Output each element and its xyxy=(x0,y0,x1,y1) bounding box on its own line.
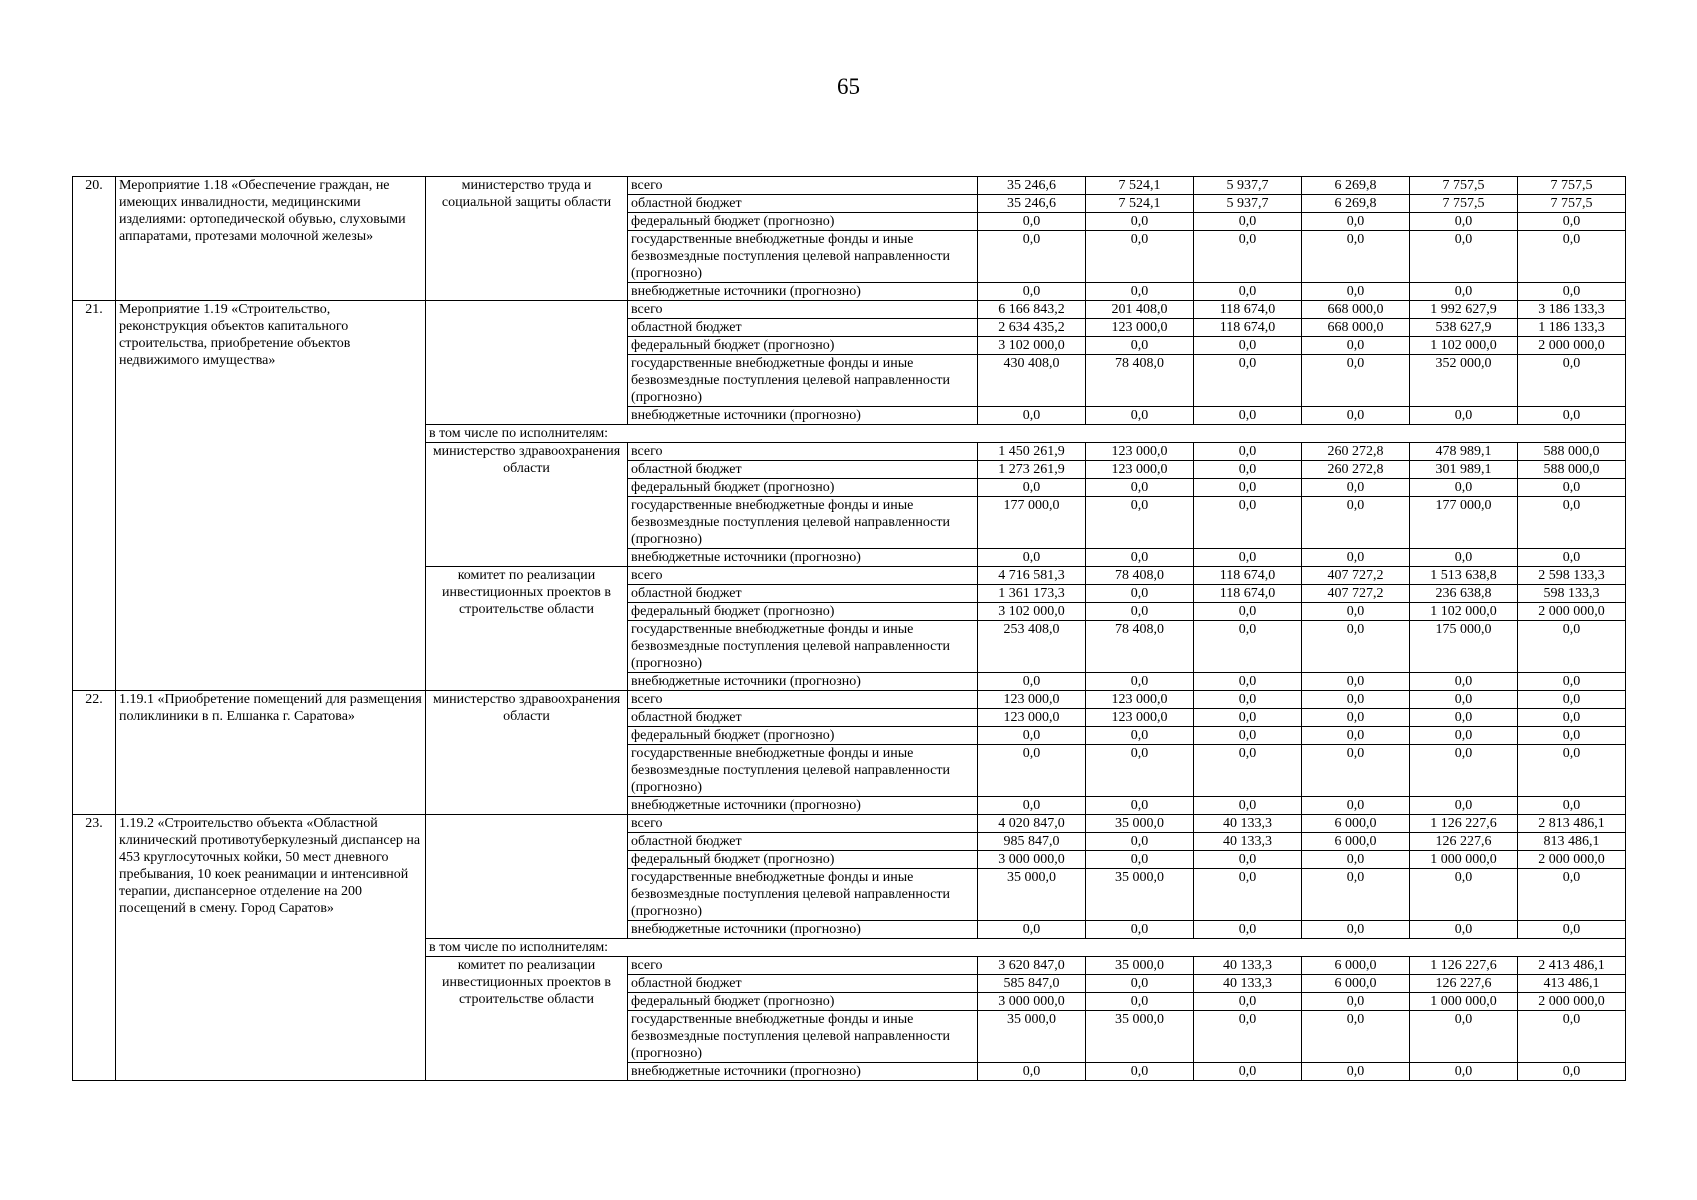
value-cell: 0,0 xyxy=(1194,1063,1302,1081)
value-cell: 0,0 xyxy=(1410,213,1518,231)
value-cell: 0,0 xyxy=(1086,407,1194,425)
value-cell: 6 000,0 xyxy=(1302,957,1410,975)
value-cell: 0,0 xyxy=(1086,993,1194,1011)
value-cell: 0,0 xyxy=(1518,673,1626,691)
value-cell: 1 273 261,9 xyxy=(978,461,1086,479)
value-cell: 260 272,8 xyxy=(1302,461,1410,479)
value-cell: 0,0 xyxy=(1518,231,1626,283)
value-cell: 1 361 173,3 xyxy=(978,585,1086,603)
funding-source: областной бюджет xyxy=(628,833,978,851)
row-number: 22. xyxy=(73,691,116,815)
funding-source: внебюджетные источники (прогнозно) xyxy=(628,407,978,425)
funding-source: внебюджетные источники (прогнозно) xyxy=(628,673,978,691)
value-cell: 40 133,3 xyxy=(1194,957,1302,975)
value-cell: 0,0 xyxy=(978,673,1086,691)
value-cell: 0,0 xyxy=(1086,585,1194,603)
value-cell: 123 000,0 xyxy=(1086,709,1194,727)
value-cell: 177 000,0 xyxy=(1410,497,1518,549)
value-cell: 0,0 xyxy=(1302,549,1410,567)
value-cell: 0,0 xyxy=(1194,745,1302,797)
funding-source: федеральный бюджет (прогнозно) xyxy=(628,337,978,355)
value-cell: 35 000,0 xyxy=(978,869,1086,921)
funding-source: областной бюджет xyxy=(628,195,978,213)
value-cell: 35 246,6 xyxy=(978,177,1086,195)
value-cell: 4 716 581,3 xyxy=(978,567,1086,585)
value-cell: 0,0 xyxy=(1410,797,1518,815)
value-cell: 0,0 xyxy=(978,745,1086,797)
value-cell: 0,0 xyxy=(1518,691,1626,709)
value-cell: 6 000,0 xyxy=(1302,975,1410,993)
value-cell: 598 133,3 xyxy=(1518,585,1626,603)
value-cell: 1 102 000,0 xyxy=(1410,603,1518,621)
value-cell: 0,0 xyxy=(1518,745,1626,797)
value-cell: 236 638,8 xyxy=(1410,585,1518,603)
value-cell: 118 674,0 xyxy=(1194,567,1302,585)
value-cell: 118 674,0 xyxy=(1194,301,1302,319)
value-cell: 430 408,0 xyxy=(978,355,1086,407)
value-cell: 0,0 xyxy=(1086,213,1194,231)
funding-source: всего xyxy=(628,957,978,975)
value-cell: 0,0 xyxy=(1302,213,1410,231)
value-cell: 0,0 xyxy=(1302,497,1410,549)
table-row xyxy=(73,301,1626,319)
value-cell: 0,0 xyxy=(978,1063,1086,1081)
funding-source: федеральный бюджет (прогнозно) xyxy=(628,727,978,745)
value-cell: 0,0 xyxy=(1518,355,1626,407)
value-cell: 668 000,0 xyxy=(1302,319,1410,337)
value-cell: 0,0 xyxy=(1410,283,1518,301)
value-cell: 0,0 xyxy=(1410,745,1518,797)
value-cell: 0,0 xyxy=(1086,673,1194,691)
executor-name: министерство труда и социальной защиты области xyxy=(426,177,628,301)
value-cell: 0,0 xyxy=(1302,283,1410,301)
value-cell: 118 674,0 xyxy=(1194,319,1302,337)
value-cell: 201 408,0 xyxy=(1086,301,1194,319)
value-cell: 0,0 xyxy=(1086,975,1194,993)
value-cell: 0,0 xyxy=(1410,673,1518,691)
value-cell: 0,0 xyxy=(1302,621,1410,673)
funding-source: государственные внебюджетные фонды и иные безвозмездные поступления целевой направленности (прогнозно) xyxy=(628,621,978,673)
value-cell: 0,0 xyxy=(1194,691,1302,709)
value-cell: 0,0 xyxy=(1302,851,1410,869)
value-cell: 0,0 xyxy=(1194,1011,1302,1063)
event-name: 1.19.1 «Приобретение помещений для размещения поликлиники в п. Елшанка г. Саратова» xyxy=(116,691,426,815)
value-cell: 0,0 xyxy=(1194,993,1302,1011)
value-cell: 413 486,1 xyxy=(1518,975,1626,993)
value-cell: 0,0 xyxy=(1086,1063,1194,1081)
funding-source: федеральный бюджет (прогнозно) xyxy=(628,851,978,869)
value-cell: 260 272,8 xyxy=(1302,443,1410,461)
value-cell: 0,0 xyxy=(1194,479,1302,497)
value-cell: 0,0 xyxy=(978,921,1086,939)
value-cell: 1 126 227,6 xyxy=(1410,815,1518,833)
value-cell: 0,0 xyxy=(1302,1063,1410,1081)
value-cell: 1 186 133,3 xyxy=(1518,319,1626,337)
value-cell: 0,0 xyxy=(1518,213,1626,231)
value-cell: 0,0 xyxy=(1302,673,1410,691)
funding-source: внебюджетные источники (прогнозно) xyxy=(628,1063,978,1081)
value-cell: 0,0 xyxy=(1086,479,1194,497)
value-cell: 3 186 133,3 xyxy=(1518,301,1626,319)
value-cell: 0,0 xyxy=(978,283,1086,301)
value-cell: 0,0 xyxy=(1086,797,1194,815)
funding-source: внебюджетные источники (прогнозно) xyxy=(628,921,978,939)
value-cell: 1 000 000,0 xyxy=(1410,993,1518,1011)
value-cell: 40 133,3 xyxy=(1194,833,1302,851)
value-cell: 585 847,0 xyxy=(978,975,1086,993)
executor-name xyxy=(426,301,628,425)
value-cell: 352 000,0 xyxy=(1410,355,1518,407)
value-cell: 0,0 xyxy=(1302,603,1410,621)
value-cell: 7 757,5 xyxy=(1410,177,1518,195)
value-cell: 588 000,0 xyxy=(1518,443,1626,461)
value-cell: 0,0 xyxy=(1194,337,1302,355)
value-cell: 0,0 xyxy=(1518,797,1626,815)
funding-source: государственные внебюджетные фонды и иные безвозмездные поступления целевой направленности (прогнозно) xyxy=(628,497,978,549)
value-cell: 0,0 xyxy=(1194,443,1302,461)
value-cell: 3 000 000,0 xyxy=(978,993,1086,1011)
executor-name: комитет по реализации инвестиционных проектов в строительстве области xyxy=(426,567,628,691)
value-cell: 0,0 xyxy=(1410,549,1518,567)
value-cell: 0,0 xyxy=(1086,231,1194,283)
value-cell: 0,0 xyxy=(1194,497,1302,549)
value-cell: 3 102 000,0 xyxy=(978,337,1086,355)
value-cell: 0,0 xyxy=(1302,407,1410,425)
value-cell: 0,0 xyxy=(1194,549,1302,567)
funding-source: всего xyxy=(628,443,978,461)
value-cell: 0,0 xyxy=(1086,727,1194,745)
value-cell: 0,0 xyxy=(1410,869,1518,921)
page-number: 65 xyxy=(837,74,860,99)
value-cell: 0,0 xyxy=(1194,407,1302,425)
value-cell: 0,0 xyxy=(1410,479,1518,497)
value-cell: 1 513 638,8 xyxy=(1410,567,1518,585)
funding-source: областной бюджет xyxy=(628,461,978,479)
row-number: 23. xyxy=(73,815,116,1081)
row-number: 20. xyxy=(73,177,116,301)
value-cell: 3 102 000,0 xyxy=(978,603,1086,621)
funding-source: федеральный бюджет (прогнозно) xyxy=(628,213,978,231)
value-cell: 35 000,0 xyxy=(1086,869,1194,921)
value-cell: 177 000,0 xyxy=(978,497,1086,549)
value-cell: 123 000,0 xyxy=(1086,319,1194,337)
value-cell: 0,0 xyxy=(1302,691,1410,709)
value-cell: 0,0 xyxy=(1302,921,1410,939)
value-cell: 0,0 xyxy=(1086,745,1194,797)
funding-source: государственные внебюджетные фонды и иные безвозмездные поступления целевой направленности (прогнозно) xyxy=(628,869,978,921)
funding-source: внебюджетные источники (прогнозно) xyxy=(628,549,978,567)
value-cell: 5 937,7 xyxy=(1194,195,1302,213)
value-cell: 0,0 xyxy=(1518,479,1626,497)
value-cell: 6 166 843,2 xyxy=(978,301,1086,319)
value-cell: 35 000,0 xyxy=(978,1011,1086,1063)
value-cell: 0,0 xyxy=(1410,727,1518,745)
funding-source: всего xyxy=(628,815,978,833)
value-cell: 0,0 xyxy=(1194,709,1302,727)
value-cell: 0,0 xyxy=(1194,283,1302,301)
funding-source: государственные внебюджетные фонды и иные безвозмездные поступления целевой направленности (прогнозно) xyxy=(628,1011,978,1063)
value-cell: 0,0 xyxy=(1302,337,1410,355)
funding-source: федеральный бюджет (прогнозно) xyxy=(628,479,978,497)
value-cell: 6 000,0 xyxy=(1302,833,1410,851)
value-cell: 2 598 133,3 xyxy=(1518,567,1626,585)
value-cell: 0,0 xyxy=(1302,479,1410,497)
funding-source: государственные внебюджетные фонды и иные безвозмездные поступления целевой направленности (прогнозно) xyxy=(628,355,978,407)
event-name: Мероприятие 1.18 «Обеспечение граждан, не имеющих инвалидности, медицинскими изделиями: ортопедической обувью, слуховыми аппаратами, протезами молочной железы» xyxy=(116,177,426,301)
value-cell: 0,0 xyxy=(1302,797,1410,815)
value-cell: 538 627,9 xyxy=(1410,319,1518,337)
value-cell: 123 000,0 xyxy=(1086,461,1194,479)
value-cell: 5 937,7 xyxy=(1194,177,1302,195)
row-number: 21. xyxy=(73,301,116,691)
including-label: в том числе по исполнителям: xyxy=(426,939,1626,957)
value-cell: 3 000 000,0 xyxy=(978,851,1086,869)
value-cell: 78 408,0 xyxy=(1086,355,1194,407)
value-cell: 0,0 xyxy=(978,797,1086,815)
event-name: 1.19.2 «Строительство объекта «Областной клинический противотуберкулезный диспансер на 453 круглосуточных койки, 50 мест дневного пребывания, 10 коек реанимации и интенсивной терапии, диспансерное отделение на 200 посещений в смену. Город Саратов» xyxy=(116,815,426,1081)
value-cell: 2 634 435,2 xyxy=(978,319,1086,337)
value-cell: 35 246,6 xyxy=(978,195,1086,213)
value-cell: 3 620 847,0 xyxy=(978,957,1086,975)
funding-source: областной бюджет xyxy=(628,709,978,727)
value-cell: 0,0 xyxy=(1302,745,1410,797)
value-cell: 0,0 xyxy=(1518,1063,1626,1081)
value-cell: 0,0 xyxy=(1086,283,1194,301)
value-cell: 301 989,1 xyxy=(1410,461,1518,479)
value-cell: 0,0 xyxy=(1086,549,1194,567)
value-cell: 40 133,3 xyxy=(1194,975,1302,993)
funding-source: федеральный бюджет (прогнозно) xyxy=(628,993,978,1011)
value-cell: 0,0 xyxy=(1086,851,1194,869)
value-cell: 1 450 261,9 xyxy=(978,443,1086,461)
value-cell: 2 413 486,1 xyxy=(1518,957,1626,975)
value-cell: 123 000,0 xyxy=(1086,691,1194,709)
funding-source: областной бюджет xyxy=(628,975,978,993)
value-cell: 0,0 xyxy=(1194,851,1302,869)
value-cell: 35 000,0 xyxy=(1086,815,1194,833)
value-cell: 0,0 xyxy=(978,231,1086,283)
value-cell: 35 000,0 xyxy=(1086,1011,1194,1063)
value-cell: 813 486,1 xyxy=(1518,833,1626,851)
funding-source: внебюджетные источники (прогнозно) xyxy=(628,283,978,301)
value-cell: 0,0 xyxy=(978,727,1086,745)
table-row xyxy=(73,815,1626,833)
value-cell: 118 674,0 xyxy=(1194,585,1302,603)
value-cell: 0,0 xyxy=(1302,355,1410,407)
value-cell: 78 408,0 xyxy=(1086,567,1194,585)
value-cell: 7 757,5 xyxy=(1518,177,1626,195)
value-cell: 126 227,6 xyxy=(1410,833,1518,851)
value-cell: 0,0 xyxy=(1194,461,1302,479)
value-cell: 6 269,8 xyxy=(1302,177,1410,195)
value-cell: 1 000 000,0 xyxy=(1410,851,1518,869)
funding-source: государственные внебюджетные фонды и иные безвозмездные поступления целевой направленности (прогнозно) xyxy=(628,231,978,283)
value-cell: 0,0 xyxy=(1086,921,1194,939)
value-cell: 0,0 xyxy=(1302,993,1410,1011)
value-cell: 0,0 xyxy=(1518,549,1626,567)
value-cell: 0,0 xyxy=(1194,921,1302,939)
value-cell: 0,0 xyxy=(1518,727,1626,745)
table-row xyxy=(73,691,1626,709)
funding-source: всего xyxy=(628,301,978,319)
value-cell: 123 000,0 xyxy=(978,709,1086,727)
value-cell: 0,0 xyxy=(1410,1011,1518,1063)
value-cell: 0,0 xyxy=(1410,921,1518,939)
value-cell: 35 000,0 xyxy=(1086,957,1194,975)
value-cell: 0,0 xyxy=(1086,337,1194,355)
funding-source: федеральный бюджет (прогнозно) xyxy=(628,603,978,621)
value-cell: 0,0 xyxy=(1194,213,1302,231)
funding-source: внебюджетные источники (прогнозно) xyxy=(628,797,978,815)
value-cell: 0,0 xyxy=(1518,621,1626,673)
value-cell: 0,0 xyxy=(1194,797,1302,815)
value-cell: 0,0 xyxy=(1410,691,1518,709)
executor-name: министерство здравоохранения области xyxy=(426,443,628,567)
value-cell: 2 813 486,1 xyxy=(1518,815,1626,833)
value-cell: 2 000 000,0 xyxy=(1518,993,1626,1011)
value-cell: 0,0 xyxy=(1194,673,1302,691)
value-cell: 123 000,0 xyxy=(978,691,1086,709)
value-cell: 0,0 xyxy=(1194,603,1302,621)
value-cell: 0,0 xyxy=(1518,709,1626,727)
table-body xyxy=(73,177,1626,1081)
value-cell: 0,0 xyxy=(978,549,1086,567)
value-cell: 6 269,8 xyxy=(1302,195,1410,213)
value-cell: 2 000 000,0 xyxy=(1518,337,1626,355)
value-cell: 0,0 xyxy=(1302,727,1410,745)
executor-name: министерство здравоохранения области xyxy=(426,691,628,815)
value-cell: 2 000 000,0 xyxy=(1518,851,1626,869)
executor-name: комитет по реализации инвестиционных проектов в строительстве области xyxy=(426,957,628,1081)
value-cell: 175 000,0 xyxy=(1410,621,1518,673)
value-cell: 0,0 xyxy=(978,213,1086,231)
value-cell: 1 126 227,6 xyxy=(1410,957,1518,975)
budget-table xyxy=(72,176,1626,1081)
value-cell: 0,0 xyxy=(1410,709,1518,727)
value-cell: 0,0 xyxy=(1302,1011,1410,1063)
value-cell: 7 757,5 xyxy=(1410,195,1518,213)
funding-source: государственные внебюджетные фонды и иные безвозмездные поступления целевой направленности (прогнозно) xyxy=(628,745,978,797)
value-cell: 253 408,0 xyxy=(978,621,1086,673)
value-cell: 78 408,0 xyxy=(1086,621,1194,673)
value-cell: 668 000,0 xyxy=(1302,301,1410,319)
executor-name xyxy=(426,815,628,939)
value-cell: 0,0 xyxy=(1518,407,1626,425)
value-cell: 0,0 xyxy=(1194,621,1302,673)
funding-source: всего xyxy=(628,177,978,195)
value-cell: 985 847,0 xyxy=(978,833,1086,851)
value-cell: 0,0 xyxy=(1518,497,1626,549)
value-cell: 0,0 xyxy=(1194,231,1302,283)
value-cell: 0,0 xyxy=(1410,407,1518,425)
funding-source: областной бюджет xyxy=(628,585,978,603)
value-cell: 0,0 xyxy=(1410,231,1518,283)
value-cell: 4 020 847,0 xyxy=(978,815,1086,833)
value-cell: 588 000,0 xyxy=(1518,461,1626,479)
value-cell: 7 524,1 xyxy=(1086,177,1194,195)
value-cell: 0,0 xyxy=(1518,921,1626,939)
value-cell: 40 133,3 xyxy=(1194,815,1302,833)
value-cell: 0,0 xyxy=(1086,833,1194,851)
value-cell: 7 524,1 xyxy=(1086,195,1194,213)
value-cell: 0,0 xyxy=(1518,869,1626,921)
value-cell: 123 000,0 xyxy=(1086,443,1194,461)
value-cell: 0,0 xyxy=(1194,355,1302,407)
value-cell: 407 727,2 xyxy=(1302,585,1410,603)
funding-source: областной бюджет xyxy=(628,319,978,337)
value-cell: 0,0 xyxy=(1194,727,1302,745)
event-name: Мероприятие 1.19 «Строительство, реконструкция объектов капитального строительства, приобретение объектов недвижимого имущества» xyxy=(116,301,426,691)
funding-source: всего xyxy=(628,691,978,709)
including-label: в том числе по исполнителям: xyxy=(426,425,1626,443)
value-cell: 0,0 xyxy=(978,407,1086,425)
value-cell: 1 102 000,0 xyxy=(1410,337,1518,355)
value-cell: 7 757,5 xyxy=(1518,195,1626,213)
value-cell: 0,0 xyxy=(1518,283,1626,301)
value-cell: 0,0 xyxy=(1410,1063,1518,1081)
table-row xyxy=(73,177,1626,195)
value-cell: 0,0 xyxy=(978,479,1086,497)
value-cell: 407 727,2 xyxy=(1302,567,1410,585)
value-cell: 0,0 xyxy=(1302,869,1410,921)
value-cell: 478 989,1 xyxy=(1410,443,1518,461)
value-cell: 0,0 xyxy=(1302,231,1410,283)
value-cell: 0,0 xyxy=(1086,497,1194,549)
value-cell: 6 000,0 xyxy=(1302,815,1410,833)
value-cell: 126 227,6 xyxy=(1410,975,1518,993)
funding-source: всего xyxy=(628,567,978,585)
value-cell: 2 000 000,0 xyxy=(1518,603,1626,621)
value-cell: 0,0 xyxy=(1194,869,1302,921)
value-cell: 0,0 xyxy=(1302,709,1410,727)
value-cell: 0,0 xyxy=(1086,603,1194,621)
value-cell: 0,0 xyxy=(1518,1011,1626,1063)
value-cell: 1 992 627,9 xyxy=(1410,301,1518,319)
